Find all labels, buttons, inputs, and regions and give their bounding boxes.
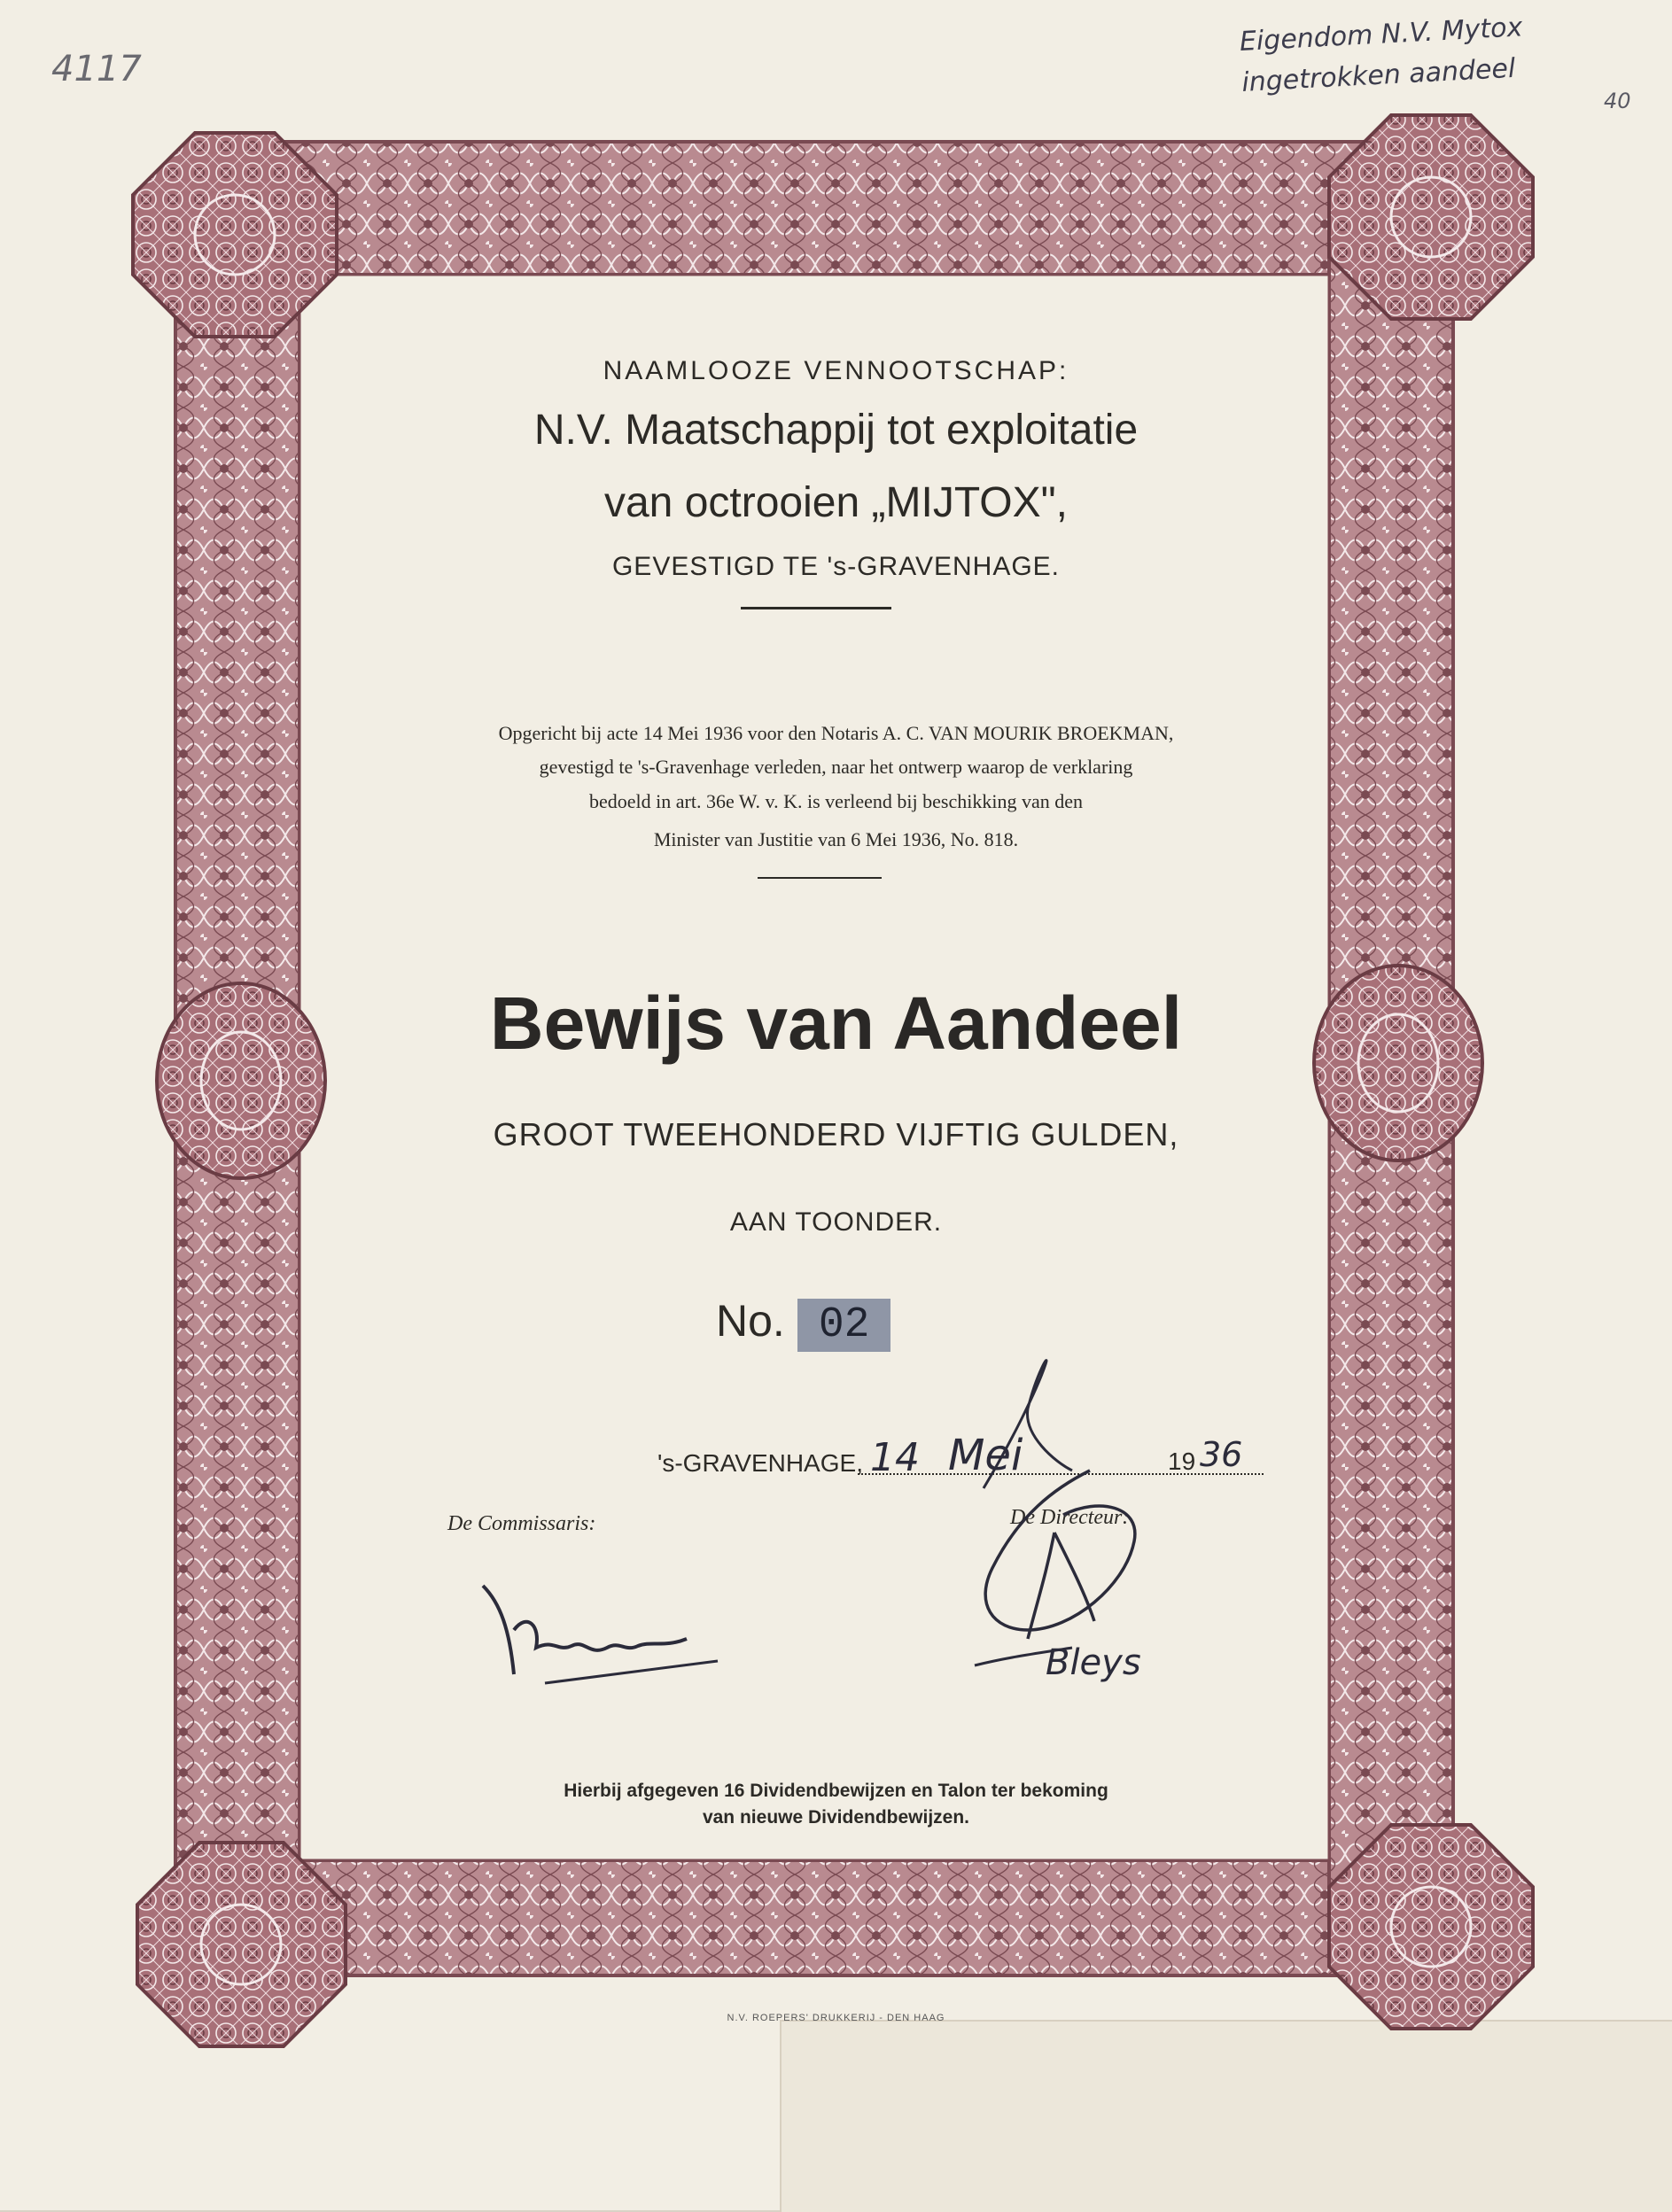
dividend-text-line2: van nieuwe Dividendbewijzen.	[702, 1807, 970, 1828]
handwritten-inventory-number: 4117	[51, 49, 142, 89]
commissaris-label: De Commissaris:	[447, 1512, 596, 1535]
number-value: 02	[797, 1299, 891, 1352]
printer-imprint: N.V. ROEPERS' DRUKKERIJ - DEN HAAG	[727, 2013, 945, 2023]
founding-text-line2: gevestigd te 's-Gravenhage verleden, naar het ontwerp waarop de verklaring	[539, 756, 1133, 778]
number-label: No.	[716, 1296, 785, 1346]
certificate-number	[716, 1295, 982, 1357]
dividend-text-line1: Hierbij afgegeven 16 Dividendbewijzen en Talon ter bekoming	[564, 1781, 1108, 1801]
company-name-line2: van octrooien „MIJTOX",	[603, 479, 1068, 526]
certificate-value: GROOT TWEEHONDERD VIJFTIG GULDEN,	[493, 1116, 1179, 1153]
founding-text-line1: Opgericht bij acte 14 Mei 1936 voor den Notaris A. C. VAN MOURIK BROEKMAN,	[498, 722, 1174, 744]
corner-ornament-top-left	[133, 133, 337, 337]
directeur-label: De Directeur:	[1010, 1506, 1130, 1529]
certificate-title: Bewijs van Aandeel	[489, 982, 1183, 1065]
corner-ornament-bottom-right	[1329, 1825, 1533, 2029]
company-seat: GEVESTIGD TE 's-GRAVENHAGE.	[611, 552, 1061, 581]
directeur-signature-text: Bleys	[1046, 1642, 1141, 1683]
certificate-bearer: AAN TOONDER.	[729, 1207, 943, 1237]
issue-year-prefix: 19	[1168, 1448, 1196, 1475]
issue-day: 14	[870, 1435, 920, 1480]
founding-text-line4: Minister van Justitie van 6 Mei 1936, No. 818.	[653, 828, 1019, 850]
handwritten-owner-note: Eigendom N.V. Mytox ingetrokken aandeel	[1239, 12, 1524, 98]
founding-text-line3: bedoeld in art. 36e W. v. K. is verleend bij beschikking van den	[588, 790, 1083, 812]
border-top	[208, 142, 1466, 275]
divider-rule	[741, 607, 891, 609]
corner-ornament-top-right	[1329, 115, 1533, 319]
company-name-line1: N.V. Maatschappij tot exploitatie	[533, 407, 1139, 454]
divider-rule	[758, 877, 882, 879]
border-bottom	[208, 1860, 1466, 1975]
issue-month: Mei	[948, 1431, 1023, 1480]
directeur-signature	[922, 1453, 1170, 1701]
issue-year-suffix: 36	[1200, 1435, 1243, 1474]
handwritten-margin-mark: 40	[1604, 89, 1631, 113]
commissaris-signature	[474, 1577, 722, 1701]
issue-place: 's-GRAVENHAGE,	[657, 1449, 863, 1477]
company-type: NAAMLOOZE VENNOOTSCHAP:	[603, 356, 1069, 385]
